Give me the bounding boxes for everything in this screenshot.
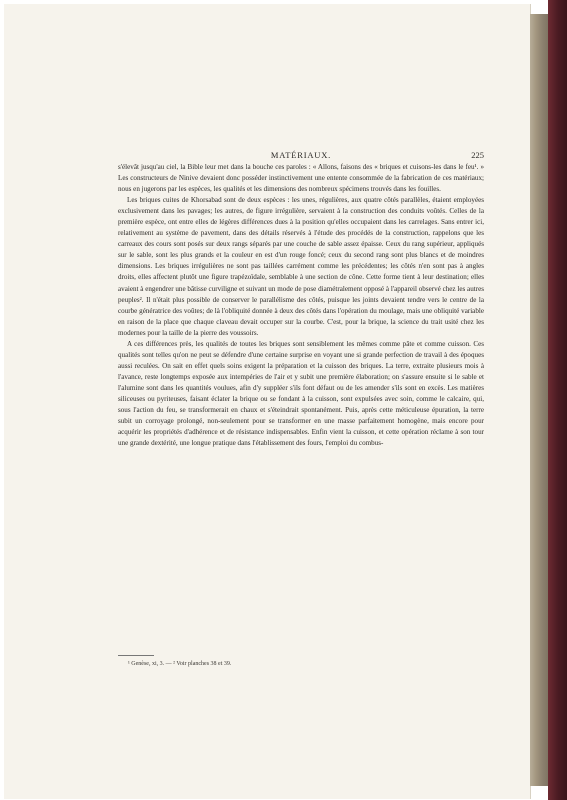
paragraph: A ces différences près, les qualités de toutes les briques sont sensiblement les mêmes comme pâte et comme cuisson. Ces qualités sont telles qu'on ne peut se défendre d'une certaine surprise en voyant une si grande perfection de travail à des époques aussi reculées. On sait en effet quels soins exigent la préparation et la cuisson des briques. La terre, extraite plusieurs mois à l'avance, reste longtemps exposée aux intempéries de l'air et y subit une première élaboration; on s'assure ensuite si le sable et l'alumine sont dans les quantités voulues, afin d'y suppléer s'ils font défaut ou de les amender s'ils sont en excès. Les matières siliceuses ou pyriteuses, faisant éclater la brique ou se fondant à la cuisson, sont expulsées avec soin, comme le calcaire, qui, sous l'action du feu, se transformerait en chaux et s'éteindrait spontanément. Puis, après cette méticuleuse épuration, la terre subit un corroyage prolongé, non-seulement pour se transformer en une masse parfaitement homogène, mais encore pour acquérir les propriétés d'adhérence et de résistance indispensables. Enfin vient la cuisson, et cette opération réclame à son tour une grande dextérité, une longue pratique dans l'établissement des fours, l'emploi du combus- xyxy=(118,339,484,448)
footnote-divider xyxy=(118,655,154,656)
footnotes: ¹ Genèse, xi, 3. — ² Voir planches 38 et 39. xyxy=(128,661,232,667)
page-number: 225 xyxy=(471,150,484,160)
page-edges xyxy=(530,14,550,786)
paragraph: s'élevât jusqu'au ciel, la Bible leur met dans la bouche ces paroles : « Allons, faisons des « briques et cuisons-les dans le feu¹. » Les constructeurs de Ninive devaient donc posséder instinctivement une entente consommée de la fabrication de ces matériaux; nous en jugerons par les espèces, les qualités et les dimensions des nombreux spécimens trouvés dans les fouilles. xyxy=(118,163,484,194)
book-cover xyxy=(548,0,567,800)
paragraph: Les briques cuites de Khorsabad sont de deux espèces : les unes, régulières, aux quatre côtés parallèles, étaient employées exclusivement dans les pavages; les autres, de figure irrégulière, servaient à la construction des conduits voûtés. Celles de la première espèce, ont entre elles de légères différences dues à la position qu'elles occupaient dans les carrelages. Sans entrer ici, relativement au système de pavement, dans des détails réservés à l'étude des procédés de la construction, rappelons que les carreaux des cours sont posés sur deux rangs séparés par une couche de sable assez épaisse. Ceux du rang supérieur, appliqués sur le sable, sont les plus grands et la couleur en est d'un rouge foncé; ceux du second rang sont plus blancs et de moindres dimensions. Les briques irrégulières ne sont pas taillées carrément comme les précédentes; les côtés n'en sont pas à angles droits, elles affectent plutôt une figure trapézoïdale, semblable à une section de cône. Cette forme tient à leur destination; elles avaient à engendrer une bâtisse curviligne et suivant un mode de pose diamétralement opposé à l'appareil observé chez les autres peuples². Il n'était plus possible de conserver le parallélisme des côtés, puisque les joints devaient tendre vers le centre de la courbe génératrice des voûtes; de là l'obliquité donnée à deux des côtés dans l'opération du moulage, mais une obliquité variable en raison de la place que chaque claveau devait occuper sur la courbe. C'est, pour la brique, la science du trait usité chez les modernes pour la taille de la pierre des voussoirs. xyxy=(118,196,484,337)
running-title: MATÉRIAUX. xyxy=(270,150,332,160)
body-text xyxy=(118,162,484,449)
